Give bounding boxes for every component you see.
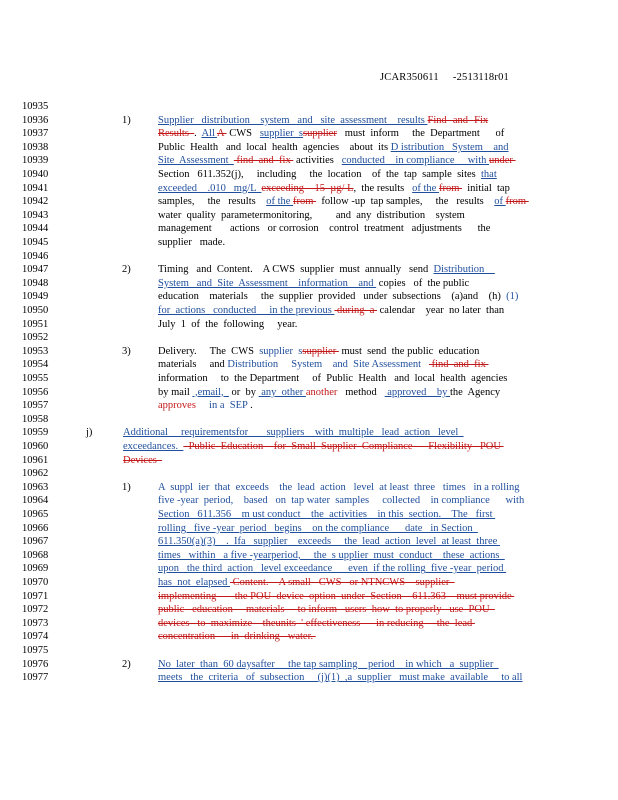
document-line bbox=[22, 155, 618, 167]
deleted-text: Results bbox=[158, 128, 195, 140]
inserted-text: that bbox=[481, 169, 497, 180]
inserted-text: exceeded .010 mg/L bbox=[158, 182, 262, 194]
item-label: j) bbox=[86, 427, 93, 439]
inserted-text: ,email, bbox=[192, 386, 229, 398]
line-number: 10952 bbox=[22, 332, 49, 344]
line-text bbox=[158, 495, 524, 507]
document-line bbox=[22, 196, 618, 208]
line-text bbox=[158, 278, 469, 290]
document-line bbox=[22, 550, 618, 562]
deleted-text: from bbox=[505, 196, 529, 208]
inserted-text: of the bbox=[266, 196, 294, 208]
deleted-text: find and fix bbox=[428, 359, 489, 371]
inserted-text: meets the criteria of subsection (j)(1) ,a supplier must make available to all bbox=[158, 672, 523, 684]
document-line bbox=[22, 237, 618, 249]
line-text bbox=[158, 169, 497, 181]
inserted-text: supplier s bbox=[259, 128, 304, 140]
inserted-text: five -year period, based on tap water samples collected in compliance with bbox=[158, 495, 525, 507]
text-run: the Agency bbox=[449, 386, 501, 398]
inserted-text: Additional requirementsfor suppliers with multiple lead action level bbox=[123, 427, 464, 439]
line-number: 10945 bbox=[22, 237, 49, 248]
text-run: Public Health and local health agencies about its bbox=[158, 141, 391, 153]
deleted-text: concentration in drinking water. bbox=[158, 631, 316, 643]
document-line bbox=[22, 563, 618, 575]
document-line bbox=[22, 509, 618, 521]
text-run: initial tap bbox=[462, 182, 510, 194]
line-number: 10949 bbox=[22, 291, 49, 303]
text-run: materials and bbox=[158, 359, 228, 371]
line-number: 10957 bbox=[22, 400, 49, 412]
document-line bbox=[22, 455, 618, 467]
document-line bbox=[22, 183, 618, 195]
line-text bbox=[158, 550, 505, 562]
item-label: 1) bbox=[122, 481, 131, 493]
inserted-text: Supplier distribution system and site assessment results bbox=[158, 114, 428, 126]
document-line bbox=[22, 400, 618, 412]
line-text bbox=[158, 183, 510, 195]
document-line bbox=[22, 346, 618, 358]
document-line bbox=[22, 223, 618, 235]
document-line bbox=[22, 251, 618, 263]
line-text bbox=[158, 346, 479, 358]
line-text bbox=[158, 400, 253, 412]
text-run: copies of the public bbox=[376, 277, 470, 289]
text-run: water quality parametermonitoring, and any distribution system bbox=[158, 209, 465, 221]
line-text bbox=[158, 128, 504, 140]
deleted-text: supplier bbox=[302, 345, 339, 357]
line-number: 10960 bbox=[22, 441, 49, 452]
line-number: 10950 bbox=[22, 305, 49, 316]
line-number: 10951 bbox=[22, 318, 49, 330]
text-run: CWS bbox=[226, 128, 260, 140]
line-text bbox=[123, 441, 504, 453]
inserted-text: Distribution bbox=[433, 264, 495, 276]
line-number: 10977 bbox=[22, 672, 49, 684]
line-text bbox=[158, 359, 488, 371]
document-line bbox=[22, 359, 618, 371]
inserted-text: D istribution System and bbox=[390, 141, 509, 153]
document-line bbox=[22, 142, 618, 154]
text-run: follow -up tap samples, the results bbox=[316, 196, 495, 208]
line-number: 10938 bbox=[22, 141, 49, 153]
line-text bbox=[158, 237, 225, 249]
document-line bbox=[22, 319, 618, 331]
document-line bbox=[22, 291, 618, 303]
line-text bbox=[158, 591, 514, 603]
line-number: 10939 bbox=[22, 155, 49, 167]
line-text bbox=[158, 210, 465, 222]
deleted-text: public education materials to inform users how to properly use POU bbox=[158, 604, 495, 616]
text-run: management actions or corrosion control treatment adjustments the bbox=[158, 223, 491, 235]
document-line bbox=[22, 604, 618, 616]
line-number: 10944 bbox=[22, 223, 49, 235]
deleted-text: from bbox=[293, 196, 317, 208]
deleted-text: supplier bbox=[303, 128, 337, 140]
line-number: 10976 bbox=[22, 658, 49, 670]
line-text bbox=[158, 319, 297, 331]
line-text bbox=[158, 659, 499, 671]
document-line bbox=[22, 618, 618, 630]
item-label: 2) bbox=[122, 658, 131, 670]
text-run: education materials the supplier provided under subsections (a)and (h) bbox=[158, 291, 507, 303]
document-line bbox=[22, 101, 618, 113]
inserted-text: supplier s bbox=[259, 345, 303, 357]
line-text bbox=[158, 264, 495, 276]
line-number: 10962 bbox=[22, 468, 49, 480]
line-number: 10946 bbox=[22, 250, 49, 262]
line-text bbox=[158, 387, 500, 399]
inserted-text: has not elapsed bbox=[158, 577, 231, 588]
inserted-text: of bbox=[494, 196, 506, 208]
line-number: 10956 bbox=[22, 386, 49, 398]
inserted-text: rolling five -year period begins on the compliance date in Section bbox=[158, 522, 478, 534]
deleted-text: Devices bbox=[123, 454, 163, 466]
inserted-text: A suppl ier that exceeds the lead action level at least three times in a rolling bbox=[158, 481, 520, 493]
inserted-text: conducted in compliance with bbox=[341, 155, 490, 167]
deleted-text: find and fix bbox=[233, 155, 294, 167]
deleted-text: during a bbox=[334, 305, 377, 316]
deleted-text: implementing the POU device option under Section 611.363 must provide bbox=[158, 590, 515, 602]
line-number: 10969 bbox=[22, 563, 49, 575]
inserted-text: Section 611.356 m ust conduct the activities in this section. The first bbox=[158, 509, 496, 520]
line-text bbox=[158, 672, 522, 684]
text-run: . bbox=[250, 400, 253, 412]
text-run: Section 611.352(j), including the location of the tap sample sites bbox=[158, 169, 482, 180]
line-number: 10935 bbox=[22, 101, 49, 112]
line-number: 10940 bbox=[22, 169, 49, 180]
line-text bbox=[158, 536, 500, 548]
text-run: . bbox=[194, 128, 202, 140]
line-text bbox=[158, 563, 506, 575]
text-run: information to the Department of Public Health and local health agencies bbox=[158, 373, 508, 384]
line-text bbox=[158, 509, 495, 521]
line-number: 10947 bbox=[22, 264, 49, 276]
line-number: 10963 bbox=[22, 481, 49, 493]
document-line bbox=[22, 115, 618, 127]
line-number: 10955 bbox=[22, 373, 49, 384]
line-number: 10948 bbox=[22, 277, 49, 289]
line-text bbox=[123, 427, 464, 439]
inserted-text: Distribution System and Site Assessment bbox=[227, 359, 429, 371]
line-number: 10966 bbox=[22, 522, 49, 534]
deleted-text: approves bbox=[158, 400, 204, 412]
deleted-text: devices to maximize theunits ' effectiveness in reducing the lead bbox=[158, 617, 475, 629]
inserted-text: (1) bbox=[506, 291, 519, 303]
line-number: 10974 bbox=[22, 631, 49, 643]
line-text bbox=[158, 631, 316, 643]
deleted-text: Find -and -Fix bbox=[427, 114, 489, 126]
document-line bbox=[22, 305, 618, 317]
text-run: method bbox=[337, 386, 385, 398]
inserted-text: times within a five -yearperiod, the s upplier must conduct these actions bbox=[158, 549, 505, 561]
inserted-text: any other bbox=[258, 386, 306, 398]
text-run: samples, the results bbox=[158, 196, 267, 208]
inserted-text: in a SEP bbox=[203, 400, 251, 412]
line-number: 10941 bbox=[22, 182, 49, 194]
text-run: calendar year no later than bbox=[377, 305, 505, 316]
line-text bbox=[158, 291, 518, 303]
line-number: 10943 bbox=[22, 209, 49, 221]
line-number: 10953 bbox=[22, 345, 49, 357]
document-line bbox=[22, 414, 618, 426]
line-text bbox=[158, 196, 529, 208]
line-number: 10972 bbox=[22, 604, 49, 616]
line-number: 10959 bbox=[22, 427, 49, 439]
text-run: must inform the Department of bbox=[336, 128, 505, 140]
text-run: , the results bbox=[353, 182, 413, 194]
text-run: supplier made. bbox=[158, 237, 226, 248]
line-text bbox=[158, 223, 490, 235]
inserted-text: No later than 60 daysafter the tap sampling period in which a supplier bbox=[158, 658, 499, 670]
document-line bbox=[22, 332, 618, 344]
deleted-text: from bbox=[438, 182, 462, 194]
document-line bbox=[22, 591, 618, 603]
inserted-text: Site Assessment bbox=[158, 155, 234, 167]
document-line bbox=[22, 387, 618, 399]
text-run: July 1 of the following year. bbox=[158, 318, 298, 330]
text-run: Delivery. The CWS bbox=[158, 345, 260, 357]
text-run: or by bbox=[228, 386, 259, 398]
inserted-text: of the bbox=[412, 182, 439, 194]
item-label: 3) bbox=[122, 345, 131, 357]
deleted-text: another bbox=[305, 386, 338, 398]
line-number: 10958 bbox=[22, 413, 49, 425]
line-number: 10964 bbox=[22, 495, 49, 507]
line-text bbox=[158, 618, 475, 630]
line-number: 10954 bbox=[22, 359, 49, 371]
document-line bbox=[22, 536, 618, 548]
item-label: 2) bbox=[122, 264, 131, 276]
line-number: 10936 bbox=[22, 114, 49, 126]
line-text bbox=[158, 115, 488, 127]
text-run: activities bbox=[293, 155, 342, 167]
line-number: 10975 bbox=[22, 645, 49, 656]
document-line bbox=[22, 495, 618, 507]
inserted-text: upon the third action level exceedance even if the rolling five -year period bbox=[158, 563, 507, 575]
line-text bbox=[158, 373, 507, 385]
document-line bbox=[22, 128, 618, 140]
line-number: 10942 bbox=[22, 196, 49, 208]
document-line bbox=[22, 672, 618, 684]
inserted-text: System and Site Assessment information and bbox=[158, 277, 377, 289]
line-text bbox=[158, 155, 516, 167]
line-text bbox=[158, 142, 509, 154]
deleted-text: under bbox=[489, 155, 516, 167]
document-line bbox=[22, 278, 618, 290]
line-text bbox=[158, 604, 495, 616]
document-line bbox=[22, 577, 618, 589]
line-number: 10937 bbox=[22, 128, 49, 140]
inserted-text: exceedances. bbox=[123, 441, 184, 452]
line-text bbox=[158, 523, 478, 535]
line-text bbox=[158, 305, 504, 317]
text-run: Timing and Content. A CWS supplier must annually send bbox=[158, 264, 434, 276]
document-line bbox=[22, 631, 618, 643]
document-line bbox=[22, 523, 618, 535]
line-text bbox=[158, 577, 455, 589]
text-run: must send the public education bbox=[338, 345, 480, 357]
deleted-text: A bbox=[216, 128, 227, 140]
item-label: 1) bbox=[122, 114, 131, 126]
deleted-text: exceeding 15 µg/ L bbox=[261, 182, 354, 194]
document-line bbox=[22, 659, 618, 671]
text-run: by mail bbox=[158, 386, 193, 398]
document-line bbox=[22, 441, 618, 453]
line-number: 10961 bbox=[22, 454, 49, 466]
inserted-text: for actions conducted in the previous bbox=[158, 305, 335, 316]
document-line bbox=[22, 427, 618, 439]
document-line bbox=[22, 373, 618, 385]
document-line bbox=[22, 264, 618, 276]
inserted-text: All bbox=[201, 128, 217, 140]
document-line bbox=[22, 468, 618, 480]
document-line bbox=[22, 210, 618, 222]
line-number: 10970 bbox=[22, 577, 49, 588]
document-line bbox=[22, 482, 618, 494]
deleted-text: Content. A small CWS or NTNCWS supplier bbox=[230, 577, 455, 588]
inserted-text: approved by bbox=[384, 386, 450, 398]
deleted-text: Public Education for Small Supplier Compliance Flexibility POU bbox=[183, 441, 504, 452]
line-number: 10973 bbox=[22, 617, 49, 629]
line-number: 10967 bbox=[22, 536, 49, 548]
line-number: 10968 bbox=[22, 549, 49, 561]
line-number: 10971 bbox=[22, 590, 49, 602]
document-header: JCAR350611 -2513118r01 bbox=[380, 72, 509, 83]
line-text bbox=[123, 455, 162, 467]
line-number: 10965 bbox=[22, 509, 49, 520]
document-line bbox=[22, 645, 618, 657]
line-text bbox=[158, 482, 520, 494]
inserted-text: 611.350(a)(3) . Ifa supplier exceeds the lead action level at least three bbox=[158, 536, 500, 548]
document-line bbox=[22, 169, 618, 181]
